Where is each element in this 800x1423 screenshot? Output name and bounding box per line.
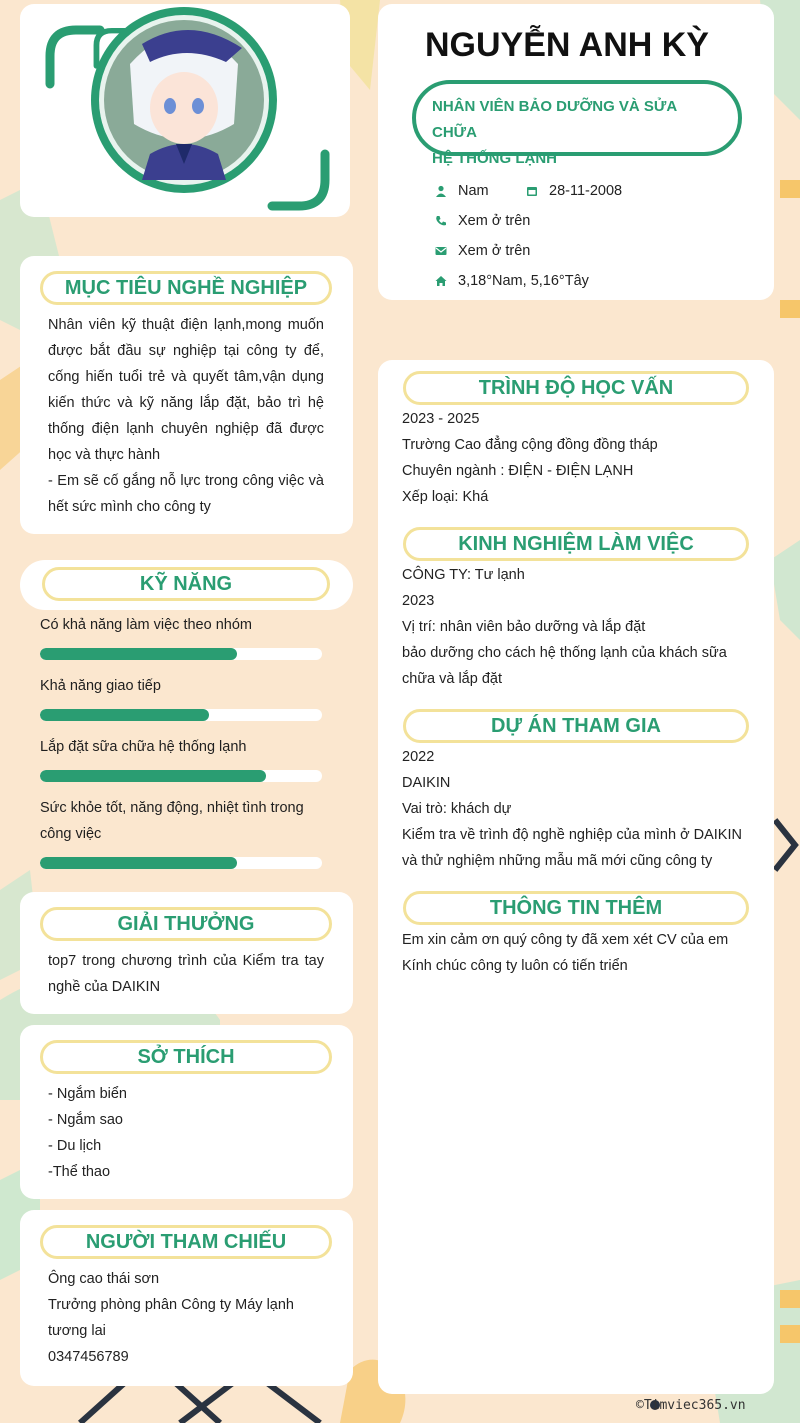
skill-bar-1	[40, 648, 322, 660]
hobby-item: -Thể thao	[48, 1164, 111, 1180]
reference-name: Ông cao thái sơn	[48, 1271, 160, 1287]
skill-bar-4	[40, 857, 322, 869]
additional-text: Em xin cảm ơn quý công ty đã xem xét CV của em Kính chúc công ty luôn có tiến triển	[402, 932, 729, 974]
projects-text	[402, 744, 754, 874]
hobby-item: - Du lịch	[48, 1138, 102, 1154]
project-name: DAIKIN	[402, 775, 451, 791]
education-text	[402, 406, 752, 510]
birthday-row	[525, 183, 622, 199]
skill-bar-3	[40, 770, 322, 782]
references-text	[48, 1266, 332, 1370]
skill-bar-fill	[40, 770, 266, 782]
phone-icon	[434, 214, 448, 228]
hobbies-heading: SỞ THÍCH	[40, 1040, 332, 1074]
skill-label-4: Sức khỏe tốt, năng động, nhiệt tình trong công việc	[40, 800, 304, 842]
education-grade: Xếp loại: Khá	[402, 489, 489, 505]
skill-bar-fill	[40, 857, 237, 869]
home-icon	[434, 274, 448, 288]
objective-heading: MỤC TIÊU NGHỀ NGHIỆP	[40, 271, 332, 305]
job-title-line2: HỆ THỐNG LẠNH	[432, 150, 557, 167]
reference-phone: 0347456789	[48, 1349, 129, 1365]
project-role: Vai trò: khách dự	[402, 801, 512, 817]
job-title-line1: NHÂN VIÊN BẢO DƯỠNG VÀ SỬA CHỮA	[432, 98, 677, 141]
objective-paragraph-2: - Em sẽ cố gắng nỗ lực trong công việc và hết sức mình cho công ty	[48, 473, 324, 515]
skill-label-1: Có khả năng làm việc theo nhóm	[40, 617, 252, 633]
phone-row	[434, 213, 530, 229]
gender-row	[434, 183, 489, 199]
email-value: Xem ở trên	[458, 243, 531, 259]
skill-bar-fill	[40, 648, 237, 660]
reference-position: Trưởng phòng phân Công ty Máy lạnh tương lai	[48, 1297, 294, 1339]
avatar-frame	[20, 4, 350, 217]
objective-paragraph-1: Nhân viên kỹ thuật điện lạnh,mong muốn được bắt đầu sự nghiệp tại công ty để, cống hiến tuổi trẻ và quyết tâm,vận dụng kiến thức và kỹ năng lắp đặt, bảo trì hệ thống điện lạnh chuyên nghiệp đã được học và thực hành	[48, 317, 324, 463]
skill-label-2: Khả năng giao tiếp	[40, 678, 161, 694]
awards-heading: GIẢI THƯỞNG	[40, 907, 332, 941]
skill-label-3: Lắp đặt sữa chữa hệ thống lạnh	[40, 739, 247, 755]
gender-value: Nam	[458, 183, 489, 199]
candidate-name: NGUYỄN ANH KỲ	[425, 26, 709, 64]
project-year: 2022	[402, 749, 435, 765]
experience-text	[402, 562, 754, 692]
experience-company: CÔNG TY: Tư lạnh	[402, 567, 525, 583]
project-description: Kiểm tra về trình độ nghề nghiệp của mình ở DAIKIN và thử nghiệm những mẫu mã mới cũng công ty	[402, 827, 742, 869]
job-title	[412, 80, 742, 167]
projects-heading: DỰ ÁN THAM GIA	[403, 709, 749, 743]
skill-bar-fill	[40, 709, 209, 721]
content-card	[378, 360, 774, 1394]
education-period: 2023 - 2025	[402, 411, 480, 427]
calendar-icon	[525, 184, 539, 198]
objective-text	[48, 312, 324, 520]
birthday-value: 28-11-2008	[549, 183, 623, 199]
mail-icon	[434, 244, 448, 258]
references-heading: NGƯỜI THAM CHIẾU	[40, 1225, 332, 1259]
skill-bar-2	[40, 709, 322, 721]
education-major: Chuyên ngành : ĐIỆN - ĐIỆN LẠNH	[402, 463, 634, 479]
hobby-item: - Ngắm biển	[48, 1086, 127, 1102]
email-row	[434, 243, 530, 259]
address-row	[434, 273, 589, 289]
skills-heading: KỸ NĂNG	[42, 567, 330, 601]
hobby-item: - Ngắm sao	[48, 1112, 123, 1128]
experience-position: Vị trí: nhân viên bảo dưỡng và lắp đặt	[402, 619, 646, 635]
phone-value: Xem ở trên	[458, 213, 531, 229]
education-heading: TRÌNH ĐỘ HỌC VẤN	[403, 371, 749, 405]
hobbies-list	[48, 1081, 324, 1185]
experience-description: bảo dưỡng cho cách hệ thống lạnh của khách sữa chữa và lắp đặt	[402, 645, 727, 687]
awards-text: top7 trong chương trình của Kiểm tra tay nghề của DAIKIN	[48, 953, 324, 995]
address-value: 3,18°Nam, 5,16°Tây	[458, 273, 589, 289]
additional-heading: THÔNG TIN THÊM	[403, 891, 749, 925]
experience-year: 2023	[402, 593, 435, 609]
experience-heading: KINH NGHIỆM LÀM VIỆC	[403, 527, 749, 561]
person-icon	[434, 184, 448, 198]
education-school: Trường Cao đẳng cộng đồng đồng tháp	[402, 437, 658, 453]
watermark: ©Timviec365.vn	[636, 1398, 746, 1413]
